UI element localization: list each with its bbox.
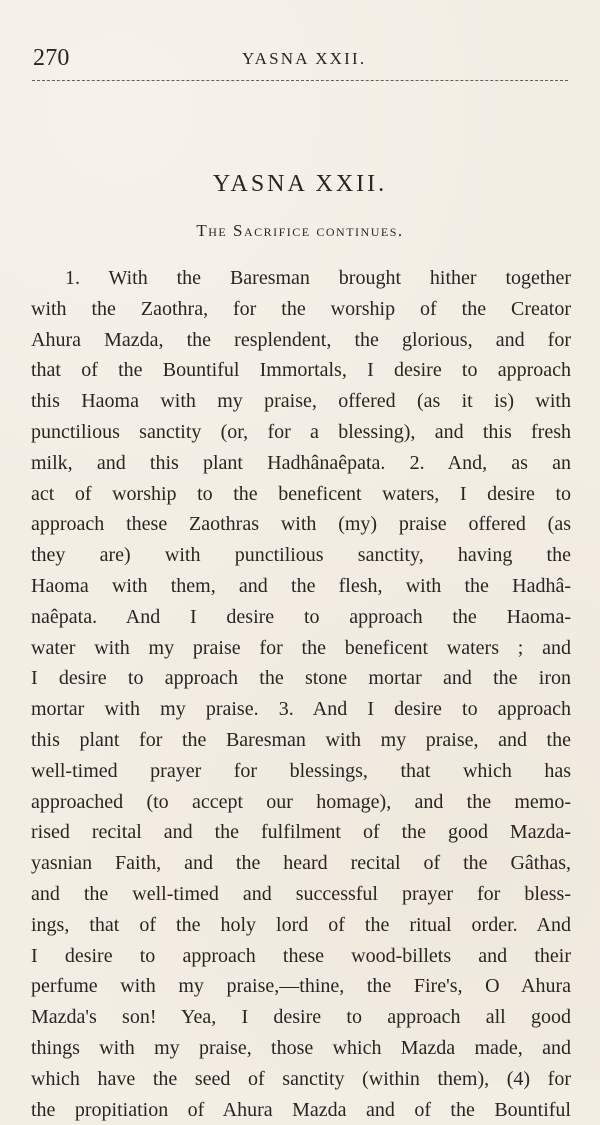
- text-line: rised recital and the fulfilment of the good Mazda-: [31, 821, 571, 844]
- section-subtitle: The Sacrifice continues.: [196, 221, 404, 240]
- running-head: [32, 40, 568, 80]
- text-line: perfume with my praise,—thine, the Fire's, O Ahura: [31, 975, 571, 998]
- text-line: they are) with punctilious sanctity, having the: [31, 544, 571, 567]
- text-line: water with my praise for the beneficent waters ; and: [31, 636, 571, 659]
- text-line: with the Zaothra, for the worship of the Creator: [31, 297, 571, 320]
- page-number: 270: [33, 45, 70, 71]
- text-line: Haoma with them, and the flesh, with the Hadhâ-: [31, 574, 571, 597]
- text-line: ings, that of the holy lord of the ritual order. And: [31, 913, 571, 936]
- text-line: things with my praise, those which Mazda made, and: [31, 1036, 571, 1059]
- text-line: naêpata. And I desire to approach the Haoma-: [31, 605, 571, 628]
- text-line: punctilious sanctity (or, for a blessing), and this fresh: [31, 420, 571, 443]
- text-line: 1. With the Baresman brought hither together: [65, 267, 571, 289]
- text-line: yasnian Faith, and the heard recital of the Gâthas,: [31, 852, 571, 875]
- running-title: YASNA XXII.: [242, 49, 367, 68]
- text-line: the propitiation of Ahura Mazda and of the Bountiful: [31, 1098, 571, 1121]
- text-line: I desire to approach the stone mortar and the iron: [31, 667, 571, 690]
- text-line: this Haoma with my praise, offered (as it is) with: [31, 390, 571, 413]
- text-line: approach these Zaothras with (my) praise offered (as: [31, 513, 571, 536]
- text-line: Ahura Mazda, the resplendent, the glorious, and for: [31, 328, 571, 351]
- text-line: and the well-timed and successful prayer for bless-: [31, 882, 571, 905]
- text-line: which have the seed of sanctity (within them), (4) for: [31, 1067, 571, 1090]
- text-line: act of worship to the beneficent waters, I desire to: [31, 482, 571, 505]
- text-line: I desire to approach these wood-billets and their: [31, 944, 571, 967]
- text-line: Mazda's son! Yea, I desire to approach all good: [31, 1006, 571, 1029]
- text-line: well-timed prayer for blessings, that which has: [31, 759, 571, 782]
- header-divider: [32, 80, 568, 81]
- body-text: [31, 263, 571, 1125]
- text-line: that of the Bountiful Immortals, I desire to approach: [31, 359, 571, 382]
- text-line: milk, and this plant Hadhânaêpata. 2. And, as an: [31, 451, 571, 474]
- text-line: this plant for the Baresman with my praise, and the: [31, 728, 571, 751]
- text-line: approached (to accept our homage), and the memo-: [31, 790, 571, 813]
- section-title: YASNA XXII.: [212, 171, 388, 197]
- text-line: mortar with my praise. 3. And I desire to approach: [31, 698, 571, 721]
